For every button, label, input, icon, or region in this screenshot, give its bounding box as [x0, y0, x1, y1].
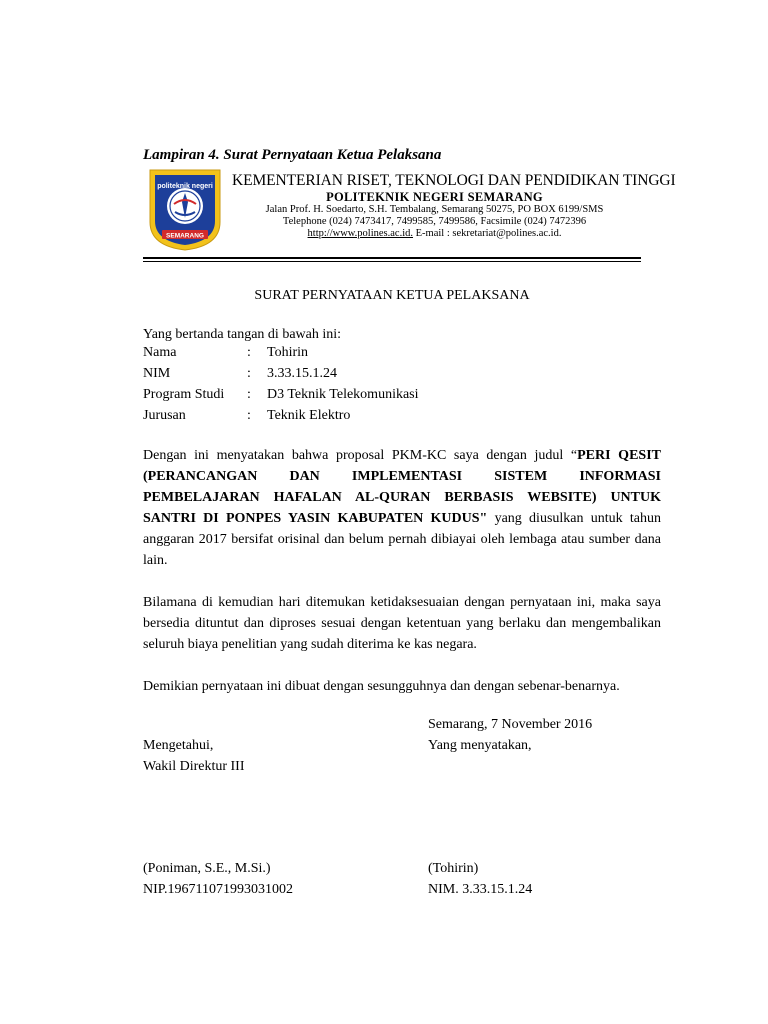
contact-line	[232, 228, 637, 240]
left-signer-id: NIP.196711071993031002	[143, 882, 293, 897]
field-value: 3.33.15.1.24	[267, 366, 337, 381]
appendix-label: Lampiran 4. Surat Pernyataan Ketua Pelaksana	[143, 147, 442, 163]
letterhead-rule-thick	[143, 257, 641, 259]
identity-table	[143, 345, 419, 429]
field-separator: :	[247, 408, 251, 423]
proposal-title: PERI QESIT (PERANCANGAN DAN IMPLEMENTASI SISTEM INFORMASI PEMBELAJARAN HAFALAN AL-QURAN BERBASIS WEBSITE) UNTUK SANTRI DI PONPES YASIN KABUPATEN KUDUS"	[143, 448, 661, 526]
field-separator: :	[247, 387, 251, 402]
closing-paragraph: Demikian pernyataan ini dibuat dengan sesungguhnya dan dengan sebenar-benarnya.	[143, 679, 620, 694]
field-label: Jurusan	[143, 408, 186, 423]
institution-name: POLITEKNIK NEGERI SEMARANG	[326, 189, 543, 204]
table-row	[143, 366, 419, 387]
table-row	[143, 408, 419, 429]
email-text: E-mail : sekretariat@polines.ac.id.	[415, 228, 562, 240]
field-label: Nama	[143, 345, 177, 360]
right-signature-heading: Yang menyatakan,	[428, 738, 532, 753]
website-link[interactable]: http://www.polines.ac.id.	[307, 228, 414, 240]
right-signer-name: (Tohirin)	[428, 861, 479, 876]
left-signature-position: Wakil Direktur III	[143, 759, 245, 774]
polines-logo	[146, 166, 224, 252]
statement-paragraph	[143, 445, 661, 571]
field-label: Program Studi	[143, 387, 225, 402]
phone-line: Telephone (024) 7473417, 7499585, 7499586, Facsimile (024) 7472396	[282, 216, 587, 228]
right-signer-id: NIM. 3.33.15.1.24	[428, 882, 533, 897]
field-separator: :	[247, 345, 251, 360]
statement-lead: Dengan ini menyatakan bahwa proposal PKM-KC saya dengan judul “	[143, 448, 578, 463]
field-separator: :	[247, 366, 251, 381]
document-title: SURAT PERNYATAAN KETUA PELAKSANA	[254, 288, 530, 303]
field-label: NIM	[143, 366, 171, 381]
intro-text: Yang bertanda tangan di bawah ini:	[143, 327, 342, 342]
letterhead	[232, 172, 676, 240]
table-row	[143, 345, 419, 366]
logo-text-top: politeknik negeri	[157, 183, 213, 190]
place-date: Semarang, 7 November 2016	[428, 717, 593, 732]
field-value: D3 Teknik Telekomunikasi	[267, 387, 419, 402]
table-row	[143, 387, 419, 408]
liability-paragraph: Bilamana di kemudian hari ditemukan ketidaksesuaian dengan pernyataan ini, maka saya bersedia dituntut dan diproses sesuai dengan ketentuan yang berlaku dan mengembalikan seluruh biaya penelitian yang sudah diterima ke kas negara.	[143, 595, 661, 652]
left-signature-heading: Mengetahui,	[143, 738, 214, 753]
left-signer-name: (Poniman, S.E., M.Si.)	[143, 861, 271, 876]
ministry-name: KEMENTERIAN RISET, TEKNOLOGI DAN PENDIDIKAN TINGGI	[232, 172, 676, 189]
field-value: Tohirin	[267, 345, 309, 360]
statement-tail: yang diusulkan untuk tahun anggaran 2017 bersifat orisinal dan belum pernah dibiayai oleh lembaga atau sumber dana lain.	[143, 511, 661, 568]
address-line: Jalan Prof. H. Soedarto, S.H. Tembalang, Semarang 50275, PO BOX 6199/SMS	[265, 204, 604, 216]
letterhead-rule-thin	[143, 261, 641, 262]
logo-text-bottom: SEMARANG	[166, 232, 204, 240]
field-value: Teknik Elektro	[267, 408, 351, 423]
